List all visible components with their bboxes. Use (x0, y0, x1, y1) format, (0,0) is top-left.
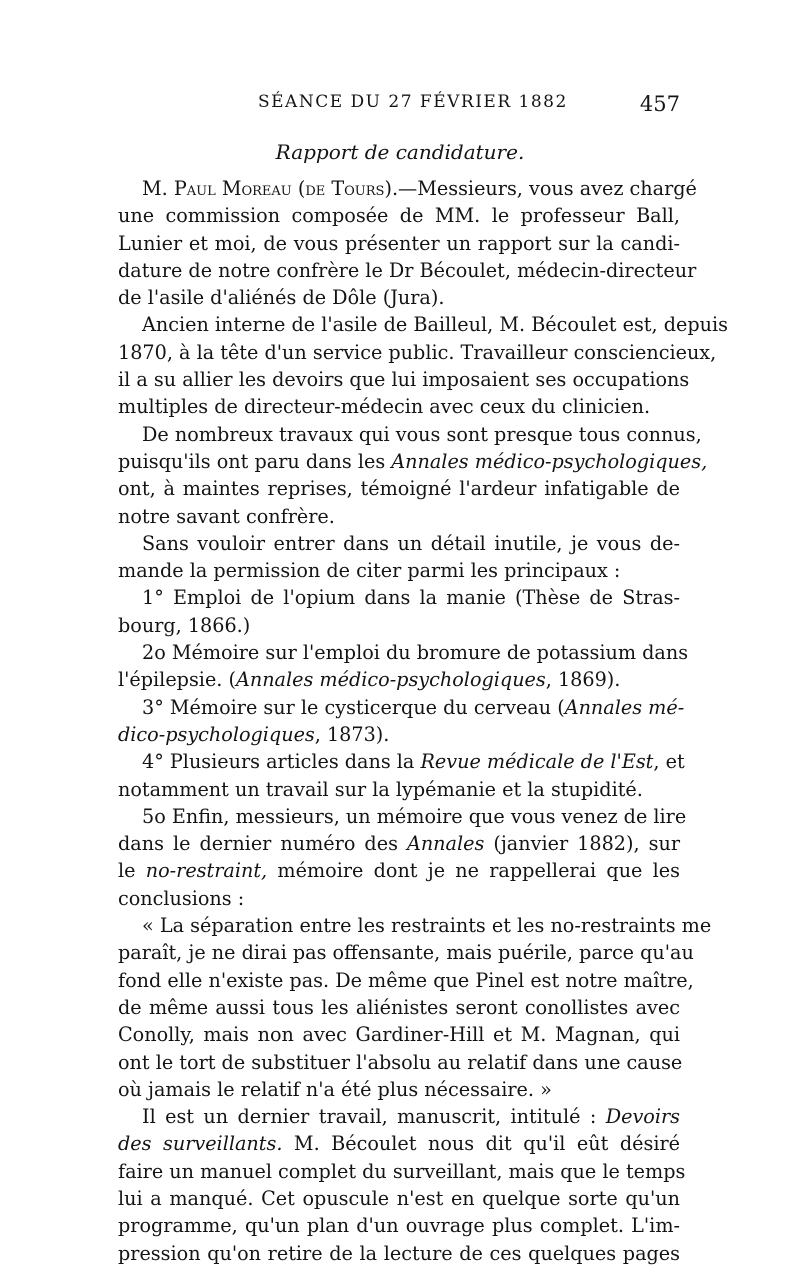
term-italic: no-restraint, (145, 859, 268, 883)
body-text (118, 175, 728, 1267)
journal-title: Annales mé- (564, 695, 685, 719)
text-line: Lunier et moi, de vous présenter un rapport sur la candi- (118, 231, 680, 255)
text-line: programme, qu'un plan d'un ouvrage plus complet. L'im- (118, 1214, 680, 1238)
text-line: dature de notre confrère le Dr Bécoulet, médecin-directeur (118, 258, 697, 282)
journal-title: Annales médico-psychologiques (235, 668, 546, 692)
text-line: M. Paul Moreau (de Tours).—Messieurs, vous avez chargé (142, 177, 697, 200)
list-item: 4° Plusieurs articles dans la Revue médicale de l'Est, et (142, 750, 685, 774)
quote-line: fond elle n'existe pas. De même que Pinel est notre maître, (118, 968, 694, 992)
text-line: des surveillants. M. Bécoulet nous dit qu'il eût désiré (118, 1132, 680, 1156)
page-number: 457 (639, 92, 680, 116)
text-line: Il est un dernier travail, manuscrit, intitulé : Devoirs (142, 1105, 680, 1129)
work-title: des surveillants. (118, 1132, 283, 1156)
text-line: puisqu'ils ont paru dans les Annales médico-psychologiques, (118, 449, 708, 473)
list-item: 3° Mémoire sur le cysticerque du cerveau (Annales mé- (142, 695, 685, 719)
text-line: dans le dernier numéro des Annales (janvier 1882), sur (118, 832, 681, 856)
text-line: multiples de directeur-médecin avec ceux du clinicien. (118, 395, 651, 419)
text-line: notre savant confrère. (118, 504, 335, 528)
work-title: Devoirs (605, 1105, 680, 1129)
list-item: 5o Enfin, messieurs, un mémoire que vous venez de lire (142, 804, 687, 828)
text-line: 1870, à la tête d'un service public. Travailleur consciencieux, (118, 340, 717, 364)
text-line: faire un manuel complet du surveillant, mais que le temps (118, 1159, 686, 1183)
journal-title: Annales médico-psychologiques, (391, 449, 708, 473)
journal-title: dico-psychologiques (118, 722, 315, 746)
text-line: De nombreux travaux qui vous sont presque tous connus, (142, 422, 702, 446)
quote-line: paraît, je ne dirai pas offensante, mais puérile, parce qu'au (118, 941, 694, 965)
text-line: ont, à maintes reprises, témoigné l'ardeur infatigable de (118, 477, 680, 501)
text-line: dico-psychologiques, 1873). (118, 722, 390, 746)
text-line: l'épilepsie. (Annales médico-psychologiques, 1869). (118, 668, 621, 692)
section-title: Rapport de candidature. (275, 140, 525, 164)
quote-line: ont le tort de substituer l'absolu au relatif dans une cause (118, 1050, 683, 1074)
quote-line: Conolly, mais non avec Gardiner-Hill et M. Magnan, qui (118, 1023, 680, 1047)
text-line: pression qu'on retire de la lecture de ces quelques pages (118, 1241, 680, 1265)
quote-line: « La séparation entre les restraints et les no-restraints me (142, 914, 712, 938)
quote-line: de même aussi tous les aliénistes seront conollistes avec (118, 995, 680, 1019)
text-line: bourg, 1866.) (118, 613, 251, 637)
text-line: Ancien interne de l'asile de Bailleul, M. Bécoulet est, depuis (142, 313, 728, 337)
text-line: le no-restraint, mémoire dont je ne rappellerai que les (118, 859, 680, 883)
text-line: lui a manqué. Cet opuscule n'est en quelque sorte qu'un (118, 1186, 680, 1210)
text-line: une commission composée de MM. le professeur Ball, (118, 204, 680, 228)
journal-title: Annales (406, 832, 485, 856)
text-line: mande la permission de citer parmi les principaux : (118, 559, 621, 583)
text-line: notamment un travail sur la lypémanie et la stupidité. (118, 777, 643, 801)
journal-title: Revue médicale de l'Est (420, 750, 654, 774)
text-line: conclusions : (118, 886, 245, 910)
speaker-name: M. Paul Moreau (de Tours). (142, 177, 399, 200)
text-line: de l'asile d'aliénés de Dôle (Jura). (118, 286, 445, 310)
quote-line: où jamais le relatif n'a été plus nécessaire. » (118, 1077, 552, 1101)
list-item: 1° Emploi de l'opium dans la manie (Thèse de Stras- (142, 586, 680, 610)
list-item: 2o Mémoire sur l'emploi du bromure de potassium dans (142, 641, 689, 665)
text-line: il a su allier les devoirs que lui imposaient ses occupations (118, 368, 690, 392)
page-header (118, 92, 680, 122)
text-line: Sans vouloir entrer dans un détail inutile, je vous de- (142, 531, 680, 555)
running-title: SÉANCE DU 27 FÉVRIER 1882 (258, 92, 568, 112)
